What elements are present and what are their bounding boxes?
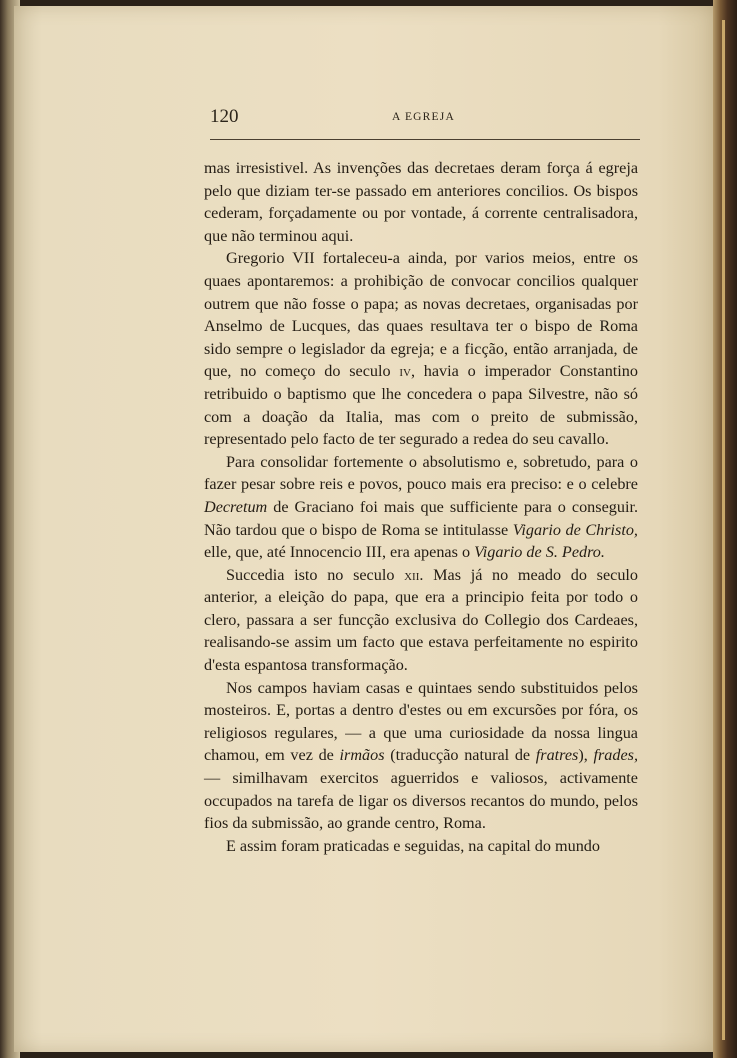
text-run: , havia o imperador Constantino retribuido o baptismo que lhe concedera o papa Silvestre, não só com a doação da Italia, mas com o preito de submissão, representado pelo facto de ter segurado a redea do seu cavallo. bbox=[204, 362, 638, 449]
text-run: Succedia isto no seculo bbox=[226, 565, 405, 584]
paragraph bbox=[204, 564, 638, 677]
text-run: de Graciano foi mais que sufficiente para o conseguir. Não tardou que o bispo de Roma se intitulasse bbox=[204, 497, 638, 539]
running-head: A EGREJA bbox=[392, 111, 455, 123]
text-run: mas irresistivel. As invenções das decretaes deram força á egreja pelo que diziam ter-se passado em anteriores concilios. Os bispos cederam, forçadamente ou por vontade, á corrente centralisadora, que não terminou aqui. bbox=[204, 159, 638, 245]
text-run: elle, que, até Innocencio III, era apenas o bbox=[204, 543, 475, 562]
text-run: . Mas já no meado do seculo anterior, a eleição do papa, que era a principio feita por todo o clero, passara a ser funcção exclusiva do Collegio dos Cardeaes, realisando-se assim um facto que estava perfeitamente no espirito d'esta espantosa transformação. bbox=[204, 565, 638, 675]
italic-text: Decretum bbox=[204, 497, 268, 516]
italic-text: Vigario de S. Pedro. bbox=[474, 543, 605, 562]
text-run: (traducção natural de bbox=[384, 746, 536, 765]
book-edge bbox=[713, 0, 737, 1058]
text-run: Para consolidar fortemente o absolutismo e, sobretudo, para o fazer pesar sobre reis e povos, pouco mais era preciso: e o celebre bbox=[204, 452, 638, 494]
paragraph bbox=[204, 677, 638, 835]
text-run: ), bbox=[578, 746, 594, 765]
roman-numeral: xii bbox=[404, 565, 420, 584]
body-text bbox=[204, 157, 638, 857]
paragraph bbox=[204, 451, 638, 564]
italic-text: Vigario de Christo, bbox=[512, 520, 638, 539]
paragraph bbox=[204, 835, 638, 858]
paragraph bbox=[204, 247, 638, 450]
italic-text: irmãos bbox=[339, 746, 385, 765]
italic-text: fratres bbox=[535, 746, 579, 765]
italic-text: frades, bbox=[593, 746, 638, 765]
page-header bbox=[210, 106, 640, 132]
text-run: — similhavam exercitos aguerridos e valiosos, activamente occupados na tarefa de ligar os diversos recantos do mundo, pelos fios da submissão, ao grande centro, Roma. bbox=[204, 769, 638, 833]
book-edge-stripe bbox=[722, 20, 725, 1040]
paragraph bbox=[204, 157, 638, 247]
page-number: 120 bbox=[210, 106, 239, 127]
roman-numeral: iv bbox=[399, 362, 411, 381]
text-run: Nos campos haviam casas e quintaes sendo substituidos pelos mosteiros. E, portas a dentro d'estes ou em excursões por fóra, os religiosos regulares, — a que uma curiosidade da nossa lingua chamou, em vez de bbox=[204, 678, 638, 765]
text-run: E assim foram praticadas e seguidas, na capital do mundo bbox=[226, 836, 600, 855]
text-run: Gregorio VII fortaleceu-a ainda, por varios meios, entre os quaes apontaremos: a prohibição de convocar concilios qualquer outrem que não fosse o papa; as novas decretaes, organisadas por Anselmo de Lucques, das quaes resultava ter o bispo de Roma sido sempre o legislador da egreja; e a ficção, então arranjada, de que, no começo do seculo bbox=[204, 249, 638, 381]
header-rule bbox=[210, 139, 640, 140]
